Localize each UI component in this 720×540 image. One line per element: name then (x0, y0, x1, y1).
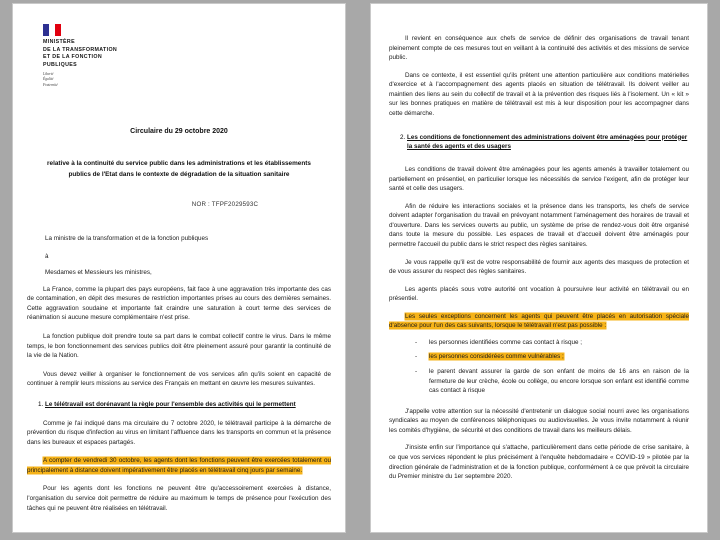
dash-bullet-icon: - (415, 353, 418, 361)
list-item-label: les personnes considérées comme vulnérables ; (429, 353, 564, 361)
nor-reference: NOR : TFPF2029593C (191, 201, 259, 209)
document-page-1[interactable] (13, 4, 345, 532)
section-item-1 (45, 400, 331, 410)
list-item-label: le parent devant assurer la garde de son enfant de moins de 16 ans en raison de la fermeture de leur crèche, école ou collège, ou encore lorsque son enfant est identifié comme cas contact à risque (429, 368, 689, 395)
dash-bullet-icon: - (415, 368, 418, 375)
section-list-2 (389, 133, 689, 153)
letter-to-marker: à (45, 252, 49, 260)
motto-line-2: Égalité (43, 77, 54, 82)
section-heading-2: Les conditions de fonctionnement des administrations doivent être aménagées pour protéger la santé des agents et des usagers (407, 133, 688, 151)
paragraph: Comme je l'ai indiqué dans ma circulaire du 7 octobre 2020, le télétravail participe à la démarche de prévention du risque d'infection au virus en limitant l'affluence dans les transports en commun et la présence dans les bureaux et espaces partagés. (27, 419, 331, 446)
document-page-2[interactable] (371, 4, 707, 532)
paragraph: Il revient en conséquence aux chefs de service de définir des organisations de travail tenant pleinement compte de ces mesures tout en veillant à la continuité des activités et des missions de service public. (389, 35, 689, 62)
list-item-label: les personnes identifiées comme cas contact à risque ; (429, 338, 582, 346)
paragraph: J'appelle votre attention sur la nécessité d'entretenir un dialogue social nourri avec les organisations syndicales au moyen de conférences téléphoniques ou audiovisuelles. Je vous invite notamment à réunir les comités d'hygiène, de sécurité et des conditions de travail dans les meilleurs délais. (389, 407, 689, 434)
paragraph: Je vous rappelle qu'il est de votre responsabilité de fournir aux agents des masques de protection et de vous assurer du respect des règles sanitaires. (389, 258, 689, 276)
list-item (415, 352, 689, 362)
highlight-mark: Les seules exceptions concernent les agents qui peuvent être placés en autorisation spéciale d'absence pour l'un des cas suivants, lorsque le télétravail n'est pas possible : (389, 312, 689, 330)
paragraph: La fonction publique doit prendre toute sa part dans le combat collectif contre le virus. Dans le même temps, le bon fonctionnement des services publics doit être pleinement assuré pour garantir la continuité de la vie de la Nation. (27, 333, 331, 360)
paragraph-highlighted (27, 456, 331, 475)
list-item (415, 338, 689, 348)
paragraph: Dans ce contexte, il est essentiel qu'ils prêtent une attention particulière aux conditions matérielles d'exercice et à l'accompagnement des agents placés en situation de télétravail. Ils doivent veiller au maintien des liens au sein du collectif de travail et à la prévention des risques liés à l'isolement. Un « kit » sur les bonnes pratiques en matière de télétravail est mis à leur disposition pour les accompagner dans cette démarche. (389, 71, 689, 117)
republic-motto (43, 72, 331, 88)
paragraph: Pour les agents dont les fonctions ne peuvent être qu'accessoirement exercées à distance, l'organisation du service doit permettre de réduire au maximum le temps de présence pour l'exécution des tâches qui ne peuvent être réalisées en télétravail. (27, 485, 331, 512)
paragraph: Afin de réduire les interactions sociales et la présence dans les transports, les chefs de service doivent adapter l'organisation du travail en prévoyant notamment l'aménagement des horaires de travail et d'ouverture. Dans les services ouverts au public, un système de prise de rendez-vous doit être organisé dans toute la mesure du possible. Les espaces de travail et d'accueil doivent être aménagés pour permettre l'accueil du public dans le strict respect des règles sanitaires. (389, 202, 689, 248)
ministry-line-1: MINISTÈRE (43, 39, 75, 45)
document-title: Circulaire du 29 octobre 2020 (130, 128, 228, 136)
paragraph: Les agents placés sous votre autorité ont vocation à poursuivre leur activité en télétravail ou en présentiel. (389, 285, 689, 303)
section-item-2 (407, 133, 689, 153)
ministry-line-3: ET DE LA FONCTION (43, 54, 103, 61)
paragraph-highlighted (389, 312, 689, 331)
list-item (415, 367, 689, 396)
letter-recipient: Mesdames et Messieurs les ministres, (45, 268, 152, 276)
paragraph: La France, comme la plupart des pays européens, fait face à une aggravation très importante des cas de contamination, en dépit des mesures de restriction importantes prises au cours des dernières semaines. Cette aggravation soudaine et importante fait craindre une saturation à court terme des services de réanimation si aucune mesure complémentaire n'est prise. (27, 285, 331, 322)
letter-sender: La ministre de la transformation et de la fonction publiques (45, 235, 209, 243)
paragraph: J'insiste enfin sur l'importance qui s'attache, particulièrement dans cette période de crise sanitaire, à ce que vos services répondent le plus précisément à l'enquête hebdomadaire « COVID-19 » pilotée par la direction générale de l'administration et de la fonction publique, conformément à ce que prévoit la circulaire du Premier ministre du 1er septembre 2020. (389, 444, 689, 481)
ministry-line-4: PUBLIQUES (43, 61, 78, 68)
motto-line-1: Liberté (43, 72, 54, 77)
document-subtitle: relative à la continuité du service public dans les administrations et les établissements publics de l'Etat dans le contexte de dégradation de la situation sanitaire (47, 160, 311, 178)
motto-line-3: Fraternité (43, 82, 58, 87)
french-flag-icon (43, 24, 62, 36)
highlight-mark: A compter de vendredi 30 octobre, les agents dont les fonctions peuvent être exercées totalement ou principalement à distance doivent impérativement être placés en télétravail cinq jours par semaine. (27, 457, 331, 474)
dash-bullet-icon: - (415, 338, 418, 346)
paragraph: Les conditions de travail doivent être aménagées pour les agents amenés à travailler totalement ou partiellement en présentiel, en particulier lorsque les nécessités de service l'exigent, afin de protéger leur santé et celle des usagers. (389, 166, 689, 193)
section-list-1 (27, 400, 331, 410)
ministry-letterhead (43, 24, 331, 88)
paragraph: Vous devez veiller à organiser le fonctionnement de vos services afin qu'ils soient en capacité de continuer à remplir leurs missions au service des Français en mettant en œuvre les mesures suivantes. (27, 370, 331, 388)
ministry-line-2: DE LA TRANSFORMATION (43, 46, 118, 53)
exceptions-list (389, 338, 689, 396)
section-heading-1: Le télétravail est dorénavant la règle pour l'ensemble des activités qui le permettent (45, 400, 296, 408)
ministry-name (43, 39, 331, 69)
